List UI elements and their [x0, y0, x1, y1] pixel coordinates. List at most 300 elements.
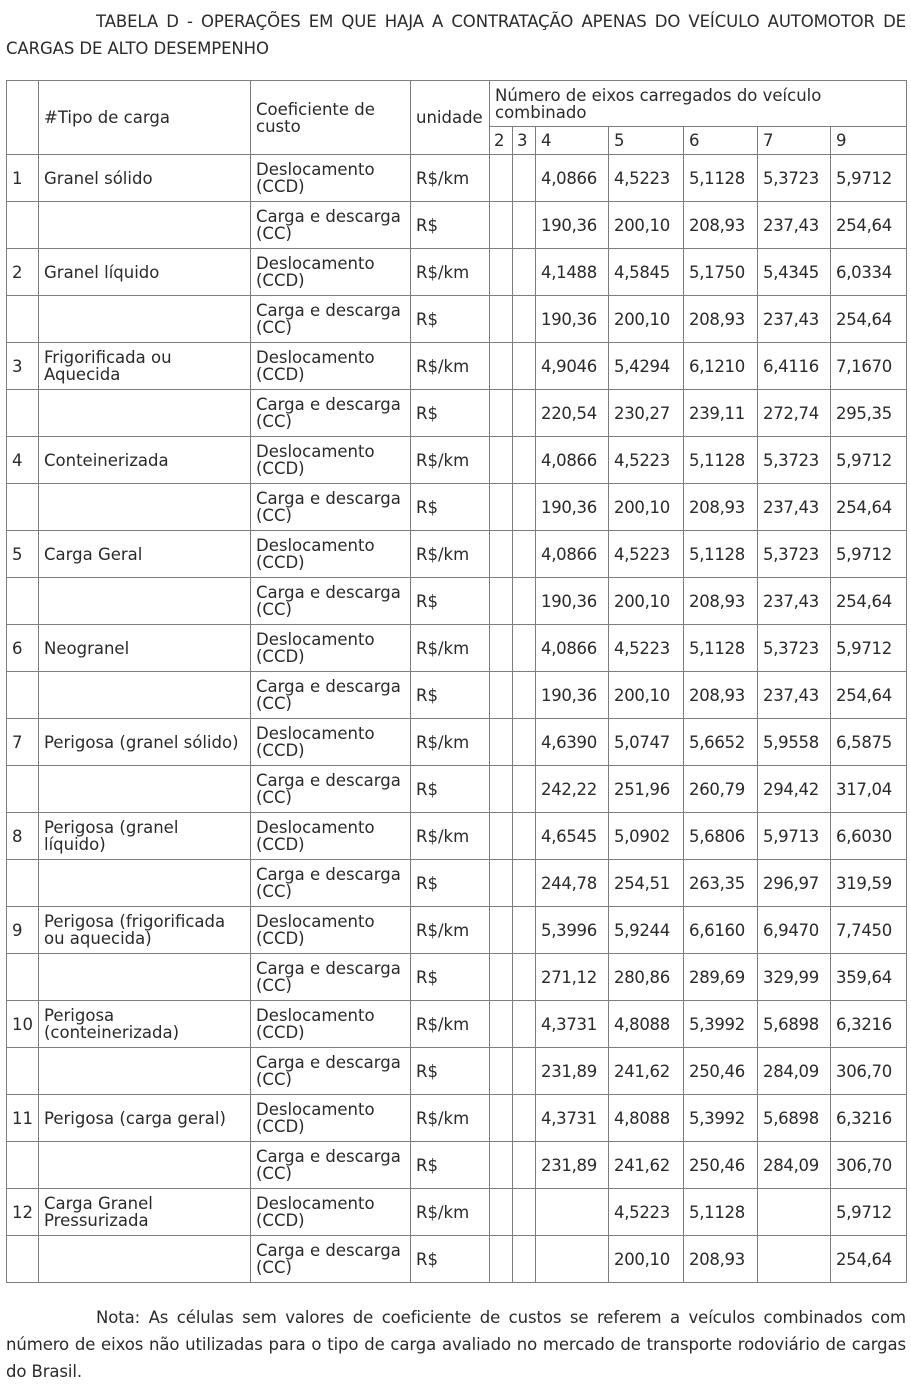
value-cell: 250,46: [684, 1142, 758, 1189]
value-cell: 306,70: [831, 1142, 907, 1189]
value-cell: 6,3216: [831, 1095, 907, 1142]
value-cell: [513, 672, 536, 719]
unit-cell: R$/km: [411, 907, 490, 954]
value-cell: 4,6545: [536, 813, 609, 860]
cost-coefficient-cell: Deslocamento (CCD): [251, 531, 411, 578]
value-cell: [490, 813, 513, 860]
cargo-type-cell: Conteinerizada: [39, 437, 251, 484]
cost-coefficient-cell: Carga e descarga (CC): [251, 1048, 411, 1095]
value-cell: 5,0902: [609, 813, 684, 860]
value-cell: 208,93: [684, 578, 758, 625]
value-cell: 241,62: [609, 1142, 684, 1189]
value-cell: 6,3216: [831, 1001, 907, 1048]
value-cell: 239,11: [684, 390, 758, 437]
value-cell: 5,4294: [609, 343, 684, 390]
value-cell: [513, 249, 536, 296]
row-number-cell: 11: [7, 1095, 39, 1142]
value-cell: 295,35: [831, 390, 907, 437]
value-cell: 4,0866: [536, 531, 609, 578]
value-cell: 5,6652: [684, 719, 758, 766]
value-cell: 237,43: [758, 484, 831, 531]
table-row: [7, 390, 907, 437]
value-cell: [513, 484, 536, 531]
cost-coefficient-cell: Deslocamento (CCD): [251, 1001, 411, 1048]
row-number-cell: 4: [7, 437, 39, 484]
value-cell: [513, 1189, 536, 1236]
value-cell: 4,3731: [536, 1001, 609, 1048]
cost-coefficient-cell: Carga e descarga (CC): [251, 860, 411, 907]
cost-coefficient-cell: Carga e descarga (CC): [251, 578, 411, 625]
value-cell: 230,27: [609, 390, 684, 437]
row-number-cell: [7, 296, 39, 343]
cargo-type-cell: Carga Geral: [39, 531, 251, 578]
value-cell: [513, 1001, 536, 1048]
value-cell: 317,04: [831, 766, 907, 813]
value-cell: 4,8088: [609, 1095, 684, 1142]
value-cell: [490, 531, 513, 578]
cargo-type-cell: [39, 578, 251, 625]
value-cell: [513, 860, 536, 907]
unit-cell: R$/km: [411, 1095, 490, 1142]
value-cell: [513, 766, 536, 813]
value-cell: 190,36: [536, 202, 609, 249]
value-cell: [513, 296, 536, 343]
value-cell: 5,9712: [831, 625, 907, 672]
value-cell: 5,9712: [831, 155, 907, 202]
cargo-type-cell: Perigosa (granel líquido): [39, 813, 251, 860]
row-number-cell: 9: [7, 907, 39, 954]
cargo-type-cell: [39, 296, 251, 343]
value-cell: 6,1210: [684, 343, 758, 390]
row-number-cell: [7, 1236, 39, 1283]
cargo-type-cell: [39, 484, 251, 531]
value-cell: 5,1750: [684, 249, 758, 296]
unit-cell: R$/km: [411, 1189, 490, 1236]
value-cell: 329,99: [758, 954, 831, 1001]
value-cell: 284,09: [758, 1048, 831, 1095]
header-tipo: #Tipo de carga: [39, 81, 251, 155]
value-cell: 4,5223: [609, 155, 684, 202]
value-cell: 190,36: [536, 672, 609, 719]
value-cell: [536, 1236, 609, 1283]
value-cell: [490, 954, 513, 1001]
cargo-type-cell: Perigosa (carga geral): [39, 1095, 251, 1142]
unit-cell: R$: [411, 766, 490, 813]
value-cell: 5,3723: [758, 437, 831, 484]
cargo-type-cell: Granel líquido: [39, 249, 251, 296]
unit-cell: R$/km: [411, 1001, 490, 1048]
cost-coefficient-cell: Carga e descarga (CC): [251, 954, 411, 1001]
unit-cell: R$: [411, 860, 490, 907]
unit-cell: R$: [411, 1236, 490, 1283]
value-cell: [490, 249, 513, 296]
unit-cell: R$: [411, 296, 490, 343]
unit-cell: R$/km: [411, 343, 490, 390]
value-cell: 359,64: [831, 954, 907, 1001]
value-cell: 5,3723: [758, 155, 831, 202]
value-cell: [513, 155, 536, 202]
cargo-type-cell: [39, 954, 251, 1001]
value-cell: 254,64: [831, 484, 907, 531]
value-cell: 231,89: [536, 1142, 609, 1189]
value-cell: [758, 1236, 831, 1283]
value-cell: 237,43: [758, 202, 831, 249]
table-row: [7, 578, 907, 625]
value-cell: [513, 437, 536, 484]
value-cell: [513, 202, 536, 249]
table-row: [7, 1236, 907, 1283]
cost-coefficient-cell: Carga e descarga (CC): [251, 1142, 411, 1189]
value-cell: 220,54: [536, 390, 609, 437]
value-cell: [513, 954, 536, 1001]
cargo-type-cell: Perigosa (granel sólido): [39, 719, 251, 766]
cargo-type-cell: [39, 860, 251, 907]
axle-header: 6: [684, 127, 758, 155]
value-cell: [513, 1236, 536, 1283]
value-cell: 254,64: [831, 672, 907, 719]
value-cell: [490, 155, 513, 202]
value-cell: [490, 1048, 513, 1095]
value-cell: 190,36: [536, 578, 609, 625]
value-cell: 254,64: [831, 1236, 907, 1283]
row-number-cell: 6: [7, 625, 39, 672]
footnote: Nota: As células sem valores de coeficiente de custos se referem a veículos combinados com número de eixos não utilizadas para o tipo de carga avaliado no mercado de transporte rodoviário de cargas do Brasil.: [6, 1308, 906, 1381]
row-number-cell: [7, 672, 39, 719]
cost-coefficient-cell: Deslocamento (CCD): [251, 343, 411, 390]
value-cell: [513, 719, 536, 766]
value-cell: 5,1128: [684, 531, 758, 578]
cost-coefficient-cell: Carga e descarga (CC): [251, 202, 411, 249]
value-cell: 294,42: [758, 766, 831, 813]
row-number-cell: 10: [7, 1001, 39, 1048]
header-eixos: Número de eixos carregados do veículo combinado: [490, 81, 907, 127]
value-cell: 6,0334: [831, 249, 907, 296]
value-cell: 280,86: [609, 954, 684, 1001]
value-cell: 237,43: [758, 578, 831, 625]
value-cell: 200,10: [609, 484, 684, 531]
unit-cell: R$/km: [411, 813, 490, 860]
value-cell: [490, 390, 513, 437]
unit-cell: R$/km: [411, 531, 490, 578]
table-row: [7, 343, 907, 390]
value-cell: 4,6390: [536, 719, 609, 766]
value-cell: 5,0747: [609, 719, 684, 766]
table-row: [7, 249, 907, 296]
value-cell: [536, 1189, 609, 1236]
unit-cell: R$: [411, 390, 490, 437]
value-cell: 5,3723: [758, 625, 831, 672]
value-cell: [513, 1142, 536, 1189]
value-cell: 208,93: [684, 1236, 758, 1283]
row-number-cell: [7, 390, 39, 437]
table-row: [7, 625, 907, 672]
value-cell: 254,64: [831, 578, 907, 625]
value-cell: 5,9713: [758, 813, 831, 860]
value-cell: 254,64: [831, 296, 907, 343]
cost-coefficient-cell: Deslocamento (CCD): [251, 249, 411, 296]
value-cell: [490, 1001, 513, 1048]
cost-table: [6, 80, 907, 1283]
table-row: [7, 155, 907, 202]
value-cell: [513, 343, 536, 390]
cost-coefficient-cell: Deslocamento (CCD): [251, 907, 411, 954]
table-row: [7, 719, 907, 766]
value-cell: 4,0866: [536, 437, 609, 484]
value-cell: 4,5223: [609, 531, 684, 578]
row-number-cell: 3: [7, 343, 39, 390]
unit-cell: R$/km: [411, 437, 490, 484]
row-number-cell: [7, 484, 39, 531]
axle-header: 7: [758, 127, 831, 155]
value-cell: 271,12: [536, 954, 609, 1001]
cost-coefficient-cell: Carga e descarga (CC): [251, 672, 411, 719]
header-num: [7, 81, 39, 155]
row-number-cell: [7, 766, 39, 813]
value-cell: [490, 578, 513, 625]
value-cell: 5,3992: [684, 1001, 758, 1048]
value-cell: [490, 202, 513, 249]
value-cell: 296,97: [758, 860, 831, 907]
cost-coefficient-cell: Deslocamento (CCD): [251, 813, 411, 860]
value-cell: 6,6030: [831, 813, 907, 860]
value-cell: 4,5223: [609, 1189, 684, 1236]
table-row: [7, 1048, 907, 1095]
table-row: [7, 531, 907, 578]
row-number-cell: [7, 578, 39, 625]
value-cell: 4,5223: [609, 625, 684, 672]
header-unidade: unidade: [411, 81, 490, 155]
cargo-type-cell: [39, 1236, 251, 1283]
value-cell: 263,35: [684, 860, 758, 907]
unit-cell: R$/km: [411, 625, 490, 672]
cargo-type-cell: [39, 672, 251, 719]
unit-cell: R$: [411, 578, 490, 625]
axle-header: 5: [609, 127, 684, 155]
cost-coefficient-cell: Carga e descarga (CC): [251, 484, 411, 531]
table-row: [7, 437, 907, 484]
value-cell: 241,62: [609, 1048, 684, 1095]
value-cell: [490, 672, 513, 719]
value-cell: 254,64: [831, 202, 907, 249]
value-cell: 6,5875: [831, 719, 907, 766]
value-cell: [490, 437, 513, 484]
value-cell: 5,9712: [831, 531, 907, 578]
value-cell: 5,1128: [684, 1189, 758, 1236]
value-cell: 260,79: [684, 766, 758, 813]
unit-cell: R$: [411, 202, 490, 249]
table-row: [7, 484, 907, 531]
cargo-type-cell: [39, 1048, 251, 1095]
cargo-type-cell: Perigosa (conteinerizada): [39, 1001, 251, 1048]
value-cell: 6,6160: [684, 907, 758, 954]
value-cell: [513, 1095, 536, 1142]
value-cell: 4,1488: [536, 249, 609, 296]
cost-coefficient-cell: Carga e descarga (CC): [251, 296, 411, 343]
value-cell: 6,9470: [758, 907, 831, 954]
value-cell: 7,1670: [831, 343, 907, 390]
cost-coefficient-cell: Deslocamento (CCD): [251, 625, 411, 672]
row-number-cell: 12: [7, 1189, 39, 1236]
unit-cell: R$/km: [411, 249, 490, 296]
unit-cell: R$: [411, 484, 490, 531]
table-row: [7, 1001, 907, 1048]
value-cell: [490, 625, 513, 672]
value-cell: 272,74: [758, 390, 831, 437]
value-cell: 250,46: [684, 1048, 758, 1095]
value-cell: 237,43: [758, 672, 831, 719]
value-cell: 237,43: [758, 296, 831, 343]
value-cell: [490, 1189, 513, 1236]
value-cell: 5,3723: [758, 531, 831, 578]
cost-coefficient-cell: Deslocamento (CCD): [251, 437, 411, 484]
cargo-type-cell: [39, 390, 251, 437]
row-number-cell: 2: [7, 249, 39, 296]
value-cell: [490, 719, 513, 766]
axle-header: 3: [513, 127, 536, 155]
value-cell: 5,1128: [684, 625, 758, 672]
value-cell: 200,10: [609, 672, 684, 719]
value-cell: [490, 484, 513, 531]
value-cell: 208,93: [684, 296, 758, 343]
cargo-type-cell: [39, 1142, 251, 1189]
cost-coefficient-cell: Deslocamento (CCD): [251, 719, 411, 766]
value-cell: [490, 296, 513, 343]
cargo-type-cell: Neogranel: [39, 625, 251, 672]
value-cell: 5,6898: [758, 1095, 831, 1142]
value-cell: 5,3992: [684, 1095, 758, 1142]
axle-header: 9: [831, 127, 907, 155]
cargo-type-cell: Perigosa (frigorificada ou aquecida): [39, 907, 251, 954]
cost-coefficient-cell: Deslocamento (CCD): [251, 1189, 411, 1236]
value-cell: 244,78: [536, 860, 609, 907]
unit-cell: R$: [411, 1142, 490, 1189]
table-row: [7, 907, 907, 954]
cargo-type-cell: Carga Granel Pressurizada: [39, 1189, 251, 1236]
value-cell: 5,1128: [684, 437, 758, 484]
axle-header: 4: [536, 127, 609, 155]
cost-coefficient-cell: Deslocamento (CCD): [251, 1095, 411, 1142]
cost-coefficient-cell: Deslocamento (CCD): [251, 155, 411, 202]
value-cell: 231,89: [536, 1048, 609, 1095]
cargo-type-cell: [39, 202, 251, 249]
value-cell: 208,93: [684, 672, 758, 719]
value-cell: 4,8088: [609, 1001, 684, 1048]
value-cell: [513, 625, 536, 672]
value-cell: 5,9244: [609, 907, 684, 954]
value-cell: 289,69: [684, 954, 758, 1001]
table-row: [7, 672, 907, 719]
value-cell: 208,93: [684, 484, 758, 531]
value-cell: [490, 1142, 513, 1189]
row-number-cell: 8: [7, 813, 39, 860]
value-cell: 200,10: [609, 202, 684, 249]
value-cell: [513, 907, 536, 954]
cost-coefficient-cell: Carga e descarga (CC): [251, 766, 411, 813]
header-row: [7, 81, 907, 127]
value-cell: 5,9712: [831, 437, 907, 484]
value-cell: [513, 1048, 536, 1095]
value-cell: 242,22: [536, 766, 609, 813]
row-number-cell: [7, 1048, 39, 1095]
header-coef: Coeficiente de custo: [251, 81, 411, 155]
row-number-cell: [7, 860, 39, 907]
value-cell: [513, 390, 536, 437]
row-number-cell: [7, 1142, 39, 1189]
value-cell: 5,9712: [831, 1189, 907, 1236]
unit-cell: R$: [411, 672, 490, 719]
table-row: [7, 1142, 907, 1189]
value-cell: 4,0866: [536, 155, 609, 202]
value-cell: [513, 578, 536, 625]
value-cell: 284,09: [758, 1142, 831, 1189]
row-number-cell: 1: [7, 155, 39, 202]
table-title: TABELA D - OPERAÇÕES EM QUE HAJA A CONTRATAÇÃO APENAS DO VEÍCULO AUTOMOTOR DE CARGAS DE ALTO DESEMPENHO: [6, 12, 906, 58]
value-cell: [490, 907, 513, 954]
unit-cell: R$/km: [411, 719, 490, 766]
value-cell: 5,1128: [684, 155, 758, 202]
table-row: [7, 766, 907, 813]
value-cell: [490, 766, 513, 813]
value-cell: [490, 860, 513, 907]
value-cell: 5,9558: [758, 719, 831, 766]
value-cell: [513, 531, 536, 578]
value-cell: 306,70: [831, 1048, 907, 1095]
value-cell: [513, 813, 536, 860]
value-cell: [490, 1095, 513, 1142]
value-cell: [490, 343, 513, 390]
value-cell: 4,5845: [609, 249, 684, 296]
value-cell: 200,10: [609, 578, 684, 625]
table-row: [7, 860, 907, 907]
axle-header: 2: [490, 127, 513, 155]
value-cell: 4,5223: [609, 437, 684, 484]
value-cell: [758, 1189, 831, 1236]
value-cell: [490, 1236, 513, 1283]
table-row: [7, 813, 907, 860]
value-cell: 5,3996: [536, 907, 609, 954]
value-cell: 190,36: [536, 484, 609, 531]
unit-cell: R$/km: [411, 155, 490, 202]
value-cell: 5,4345: [758, 249, 831, 296]
unit-cell: R$: [411, 954, 490, 1001]
row-number-cell: [7, 954, 39, 1001]
table-row: [7, 1189, 907, 1236]
cost-coefficient-cell: Carga e descarga (CC): [251, 1236, 411, 1283]
row-number-cell: 7: [7, 719, 39, 766]
table-row: [7, 202, 907, 249]
value-cell: 4,3731: [536, 1095, 609, 1142]
table-row: [7, 1095, 907, 1142]
value-cell: 5,6806: [684, 813, 758, 860]
cost-coefficient-cell: Carga e descarga (CC): [251, 390, 411, 437]
cargo-type-cell: Frigorificada ou Aquecida: [39, 343, 251, 390]
value-cell: 319,59: [831, 860, 907, 907]
value-cell: 251,96: [609, 766, 684, 813]
row-number-cell: 5: [7, 531, 39, 578]
value-cell: 200,10: [609, 1236, 684, 1283]
value-cell: 200,10: [609, 296, 684, 343]
value-cell: 4,0866: [536, 625, 609, 672]
value-cell: 254,51: [609, 860, 684, 907]
value-cell: 208,93: [684, 202, 758, 249]
value-cell: 7,7450: [831, 907, 907, 954]
value-cell: 5,6898: [758, 1001, 831, 1048]
table-row: [7, 954, 907, 1001]
value-cell: 6,4116: [758, 343, 831, 390]
cargo-type-cell: [39, 766, 251, 813]
row-number-cell: [7, 202, 39, 249]
cargo-type-cell: Granel sólido: [39, 155, 251, 202]
